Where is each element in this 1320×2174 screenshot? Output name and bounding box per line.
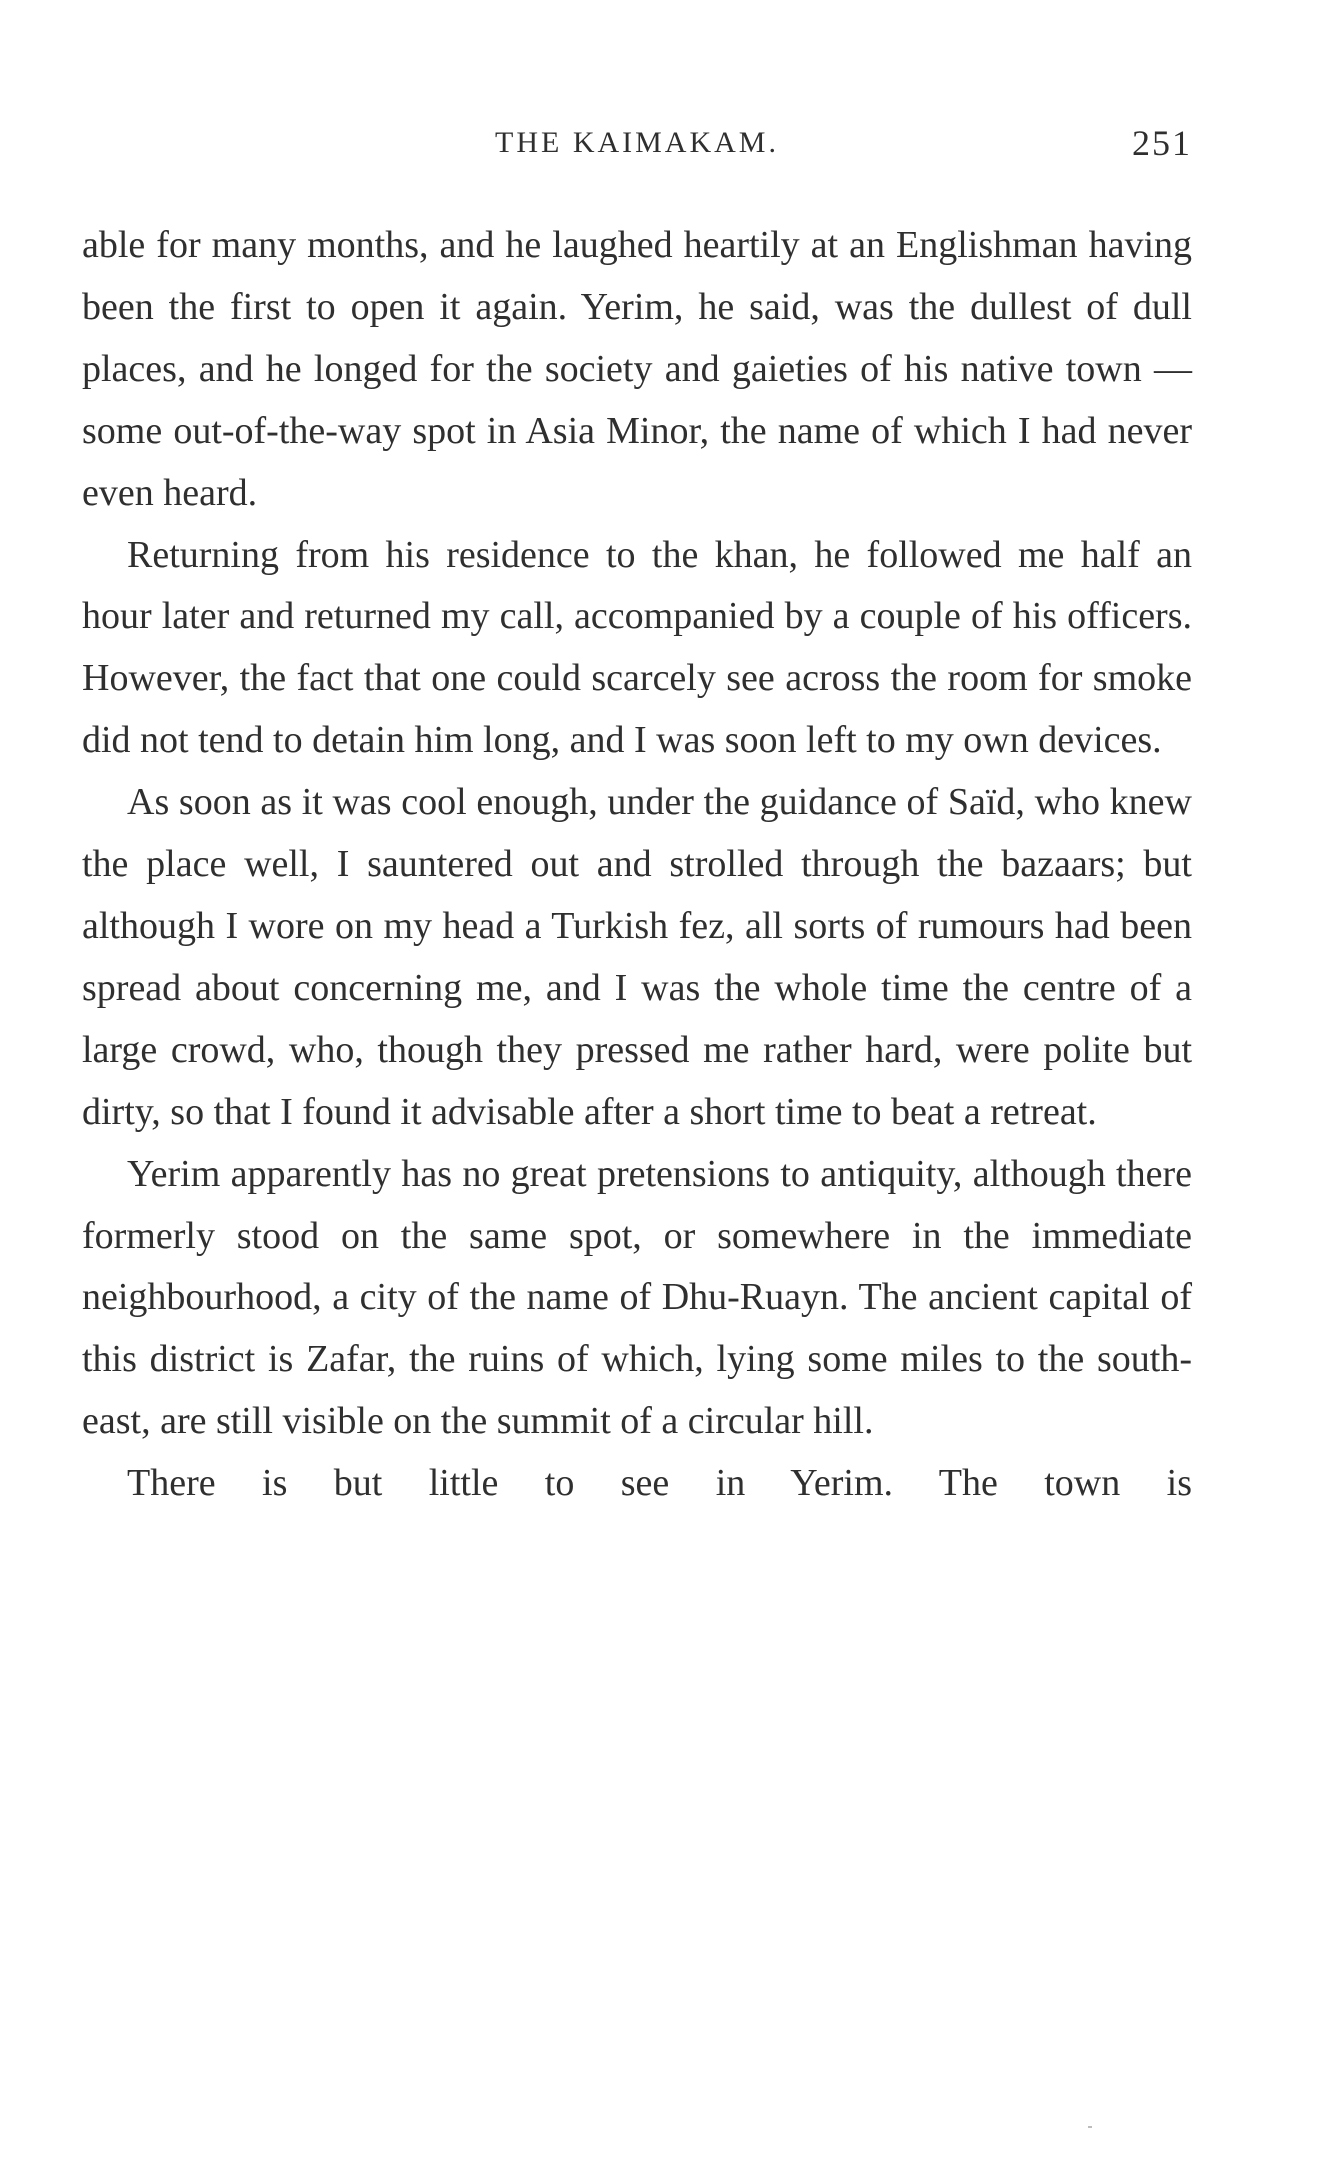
body-text — [82, 215, 1192, 1515]
paragraph-1: able for many months, and he laughed heartily at an Englishman having been the first to open it again. Yerim, he said, was the dullest of dull places, and he longed for the society and gaieties of his native town —some out-of-the-way spot in Asia Minor, the name of which I had never even heard. — [82, 224, 1192, 514]
paragraph-2: Returning from his residence to the khan, he followed me half an hour later and returned my call, accompanied by a couple of his officers. However, the fact that one could scarcely see across the room for smoke did not tend to detain him long, and I was soon left to my own devices. — [82, 533, 1192, 762]
running-title: THE KAIMAKAM. — [495, 126, 779, 159]
page-number: 251 — [1132, 123, 1192, 163]
running-head — [82, 118, 1192, 168]
scan-speck — [1088, 2126, 1092, 2128]
paragraph-5: There is but little to see in Yerim. The town is — [127, 1462, 1192, 1505]
paragraph-4: Yerim apparently has no great pretensions to antiquity, although there formerly stood on the same spot, or somewhere in the immediate neighbourhood, a city of the name of Dhu-Ruayn. The ancient capital of this district is Zafar, the ruins of which, lying some miles to the south-east, are still visible on the summit of a circular hill. — [82, 1152, 1192, 1443]
paragraph-3: As soon as it was cool enough, under the guidance of Saïd, who knew the place well, I sauntered out and strolled through the bazaars; but although I wore on my head a Turkish fez, all sorts of rumours had been spread about concerning me, and I was the whole time the centre of a large crowd, who, though they pressed me rather hard, were polite but dirty, so that I found it advisable after a short time to beat a retreat. — [82, 781, 1192, 1133]
